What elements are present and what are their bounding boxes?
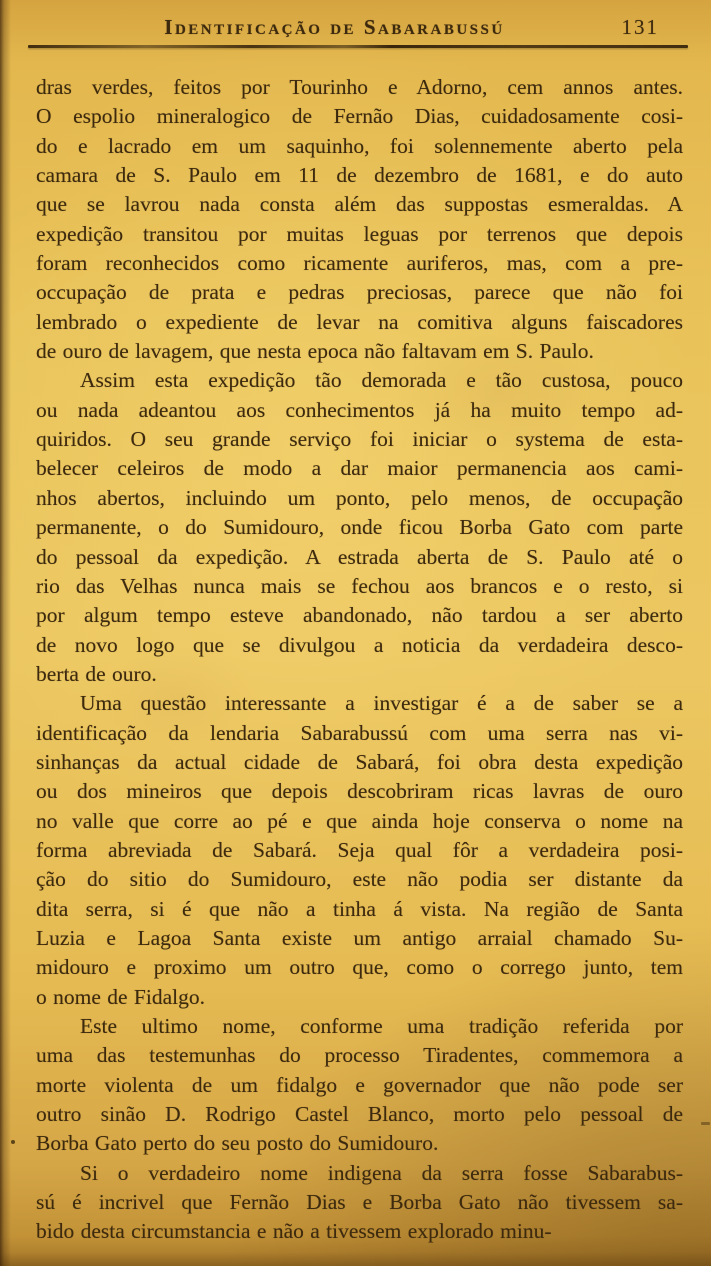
- text-line: nhos abertos, incluindo um ponto, pelo menos, de occupação: [36, 485, 683, 510]
- text-line: morte violenta de um fidalgo e governador que não pode ser: [36, 1072, 683, 1097]
- text-line: o nome de Fidalgo.: [36, 984, 206, 1009]
- running-head: [0, 0, 711, 40]
- text-line: outro sinão D. Rodrigo Castel Blanco, morto pelo pessoal de: [36, 1102, 683, 1127]
- text-line: bido desta circumstancia e não a tivessem explorado minu-: [36, 1219, 552, 1244]
- text-line: berta de ouro.: [36, 661, 157, 686]
- text-line: de novo logo que se divulgou a noticia da verdadeira desco-: [36, 632, 683, 657]
- text-line: quiridos. O seu grande serviço foi iniciar o systema de esta-: [36, 427, 683, 452]
- text-line: expedição transitou por muitas leguas por terrenos que depois: [36, 221, 683, 246]
- text-line: O espolio mineralogico de Fernão Dias, cuidadosamente cosi-: [36, 104, 683, 129]
- text-line: belecer celeiros de modo a dar maior permanencia aos cami-: [36, 456, 683, 481]
- text-line: rio das Velhas nunca mais se fechou aos brancos e o resto, si: [36, 573, 683, 598]
- text-line: ção do sitio do Sumidouro, este não podia ser distante da: [36, 867, 683, 892]
- ink-speck-right: [701, 1122, 710, 1125]
- text-line: foram reconhecidos como ricamente auriferos, mas, com a pre-: [36, 251, 683, 276]
- text-line: dita serra, si é que não a tinha á vista. Na região de Santa: [36, 896, 683, 921]
- text-line: permanente, o do Sumidouro, onde ficou Borba Gato com parte: [36, 515, 683, 540]
- text-line: no valle que corre ao pé e que ainda hoje conserva o nome na: [36, 808, 683, 833]
- text-line: ou dos mineiros que depois descobriram ricas lavras de ouro: [36, 779, 683, 804]
- text-line: do e lacrado em um saquinho, foi solennemente aberto pela: [36, 133, 683, 158]
- text-line: que se lavrou nada consta além das suppostas esmeraldas. A: [36, 192, 683, 217]
- text-line: occupação de prata e pedras preciosas, parece que não foi: [36, 280, 683, 305]
- text-line: por algum tempo esteve abandonado, não tardou a ser aberto: [36, 603, 683, 628]
- text-line: sú é incrivel que Fernão Dias e Borba Gato não tivessem sa-: [36, 1190, 683, 1215]
- page-number: 131: [621, 15, 659, 39]
- text-line: midouro e proximo um outro que, como o corrego junto, tem: [36, 955, 683, 980]
- running-head-title: Identificação de Sabarabussú: [164, 15, 505, 39]
- text-line: Assim esta expedição tão demorada e tão custosa, pouco: [80, 368, 683, 393]
- text-line: Este ultimo nome, conforme uma tradição referida por: [80, 1014, 683, 1038]
- text-line: Si o verdadeiro nome indigena da serra fosse Sabarabus-: [80, 1160, 683, 1185]
- text-line: identificação da lendaria Sabarabussú com uma serra nas vi-: [36, 720, 683, 745]
- text-line: Uma questão interessante a investigar é a de saber se a: [80, 691, 683, 716]
- page-body: [0, 48, 711, 1247]
- text-line: uma das testemunhas do processo Tiradentes, commemora a: [36, 1043, 683, 1068]
- text-line: de ouro de lavagem, que nesta epoca não faltavam em S. Paulo.: [36, 339, 594, 364]
- text-line: dras verdes, feitos por Tourinho e Adorno, cem annos antes.: [36, 75, 683, 99]
- text-line: lembrado o expediente de levar na comitiva alguns faiscadores: [36, 309, 683, 334]
- text-line: sinhanças da actual cidade de Sabará, foi obra desta expedição: [36, 749, 683, 774]
- ink-speck-left: [11, 1140, 15, 1144]
- text-line: Borba Gato perto do seu posto do Sumidouro.: [36, 1131, 439, 1156]
- text-line: camara de S. Paulo em 11 de dezembro de 1681, e do auto: [36, 163, 683, 188]
- text-line: Luzia e Lagoa Santa existe um antigo arraial chamado Su-: [36, 925, 683, 950]
- text-line: forma abreviada de Sabará. Seja qual fôr a verdadeira posi-: [36, 837, 683, 862]
- text-line: ou nada adeantou aos conhecimentos já ha muito tempo ad-: [36, 397, 683, 422]
- text-line: do pessoal da expedição. A estrada aberta de S. Paulo até o: [36, 544, 683, 569]
